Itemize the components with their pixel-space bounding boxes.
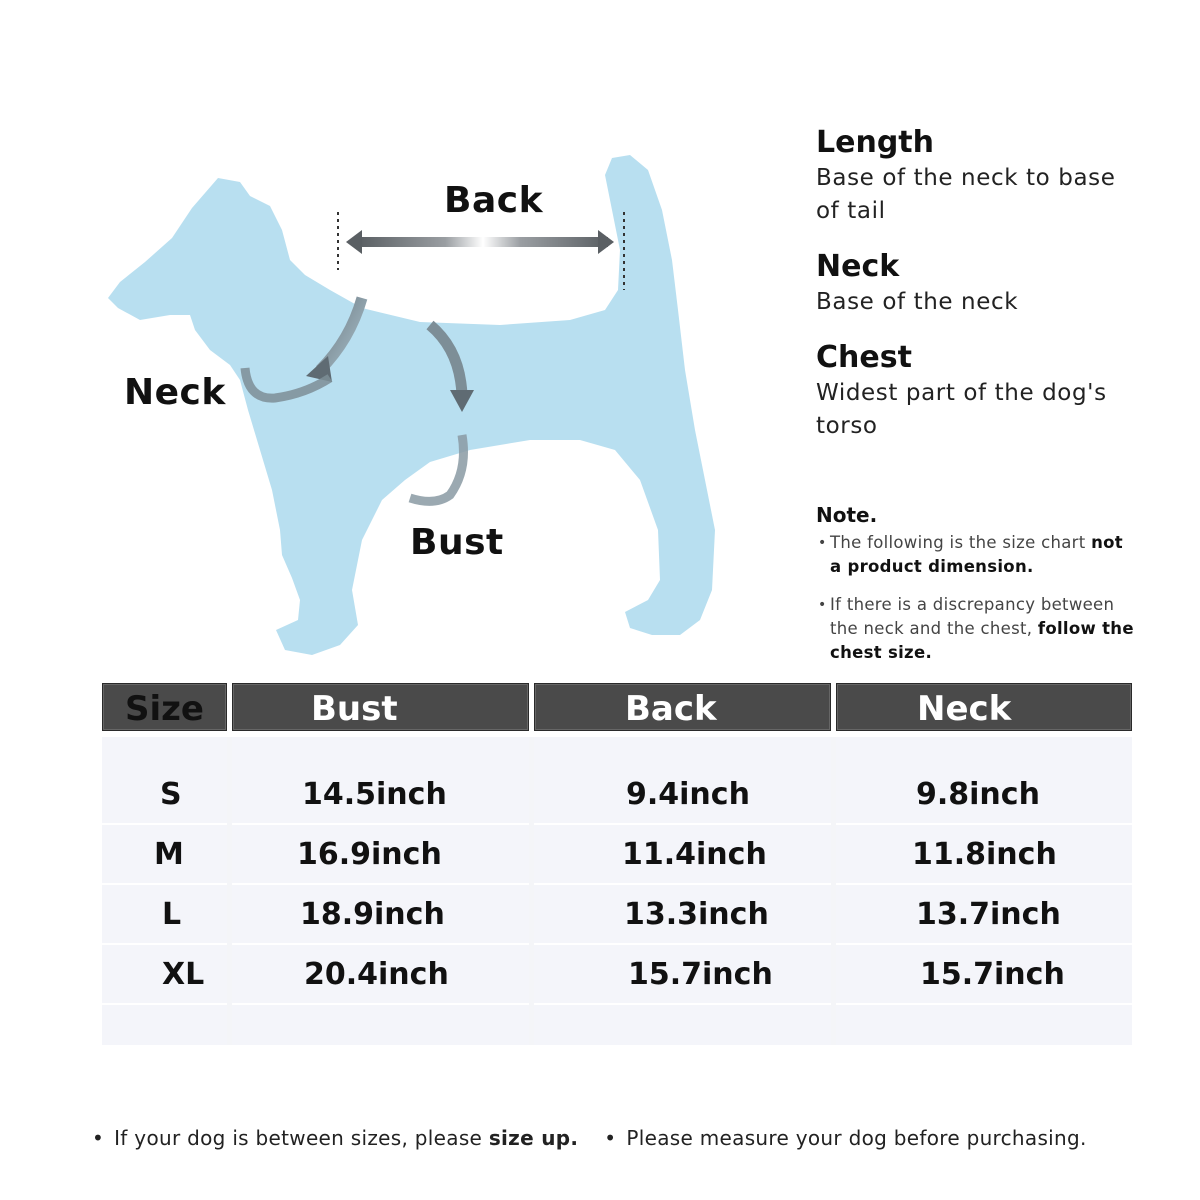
legend-def-neck: Base of the neck xyxy=(816,289,1019,315)
footer-tip-measure: • Please measure your dog before purchasing. xyxy=(604,1126,1087,1150)
table-cell: XL xyxy=(102,945,227,1005)
footer-tip-size-up: • If your dog is between sizes, please size up. xyxy=(92,1126,579,1150)
table-cell: 11.8inch xyxy=(836,825,1132,885)
table-cell: 20.4inch xyxy=(232,945,529,1005)
table-cell: 9.4inch xyxy=(534,765,831,825)
table-cell: 13.3inch xyxy=(534,885,831,945)
back-double-arrow-icon xyxy=(346,230,614,254)
table-body xyxy=(102,737,1132,1045)
legend-term-chest: Chest xyxy=(816,340,912,375)
legend-term-neck: Neck xyxy=(816,249,900,284)
table-cell: 18.9inch xyxy=(232,885,529,945)
neck-label: Neck xyxy=(124,372,226,413)
bust-column xyxy=(232,737,529,1045)
table-cell: 11.4inch xyxy=(534,825,831,885)
note-bold-text: follow the chest size. xyxy=(830,619,1134,662)
table-cell: L xyxy=(102,885,227,945)
note-text: The following is the size chart xyxy=(830,533,1092,552)
note-item xyxy=(816,531,1136,579)
table-cell: 13.7inch xyxy=(836,885,1132,945)
footer-tips xyxy=(92,1126,1132,1150)
legend-term-length: Length xyxy=(816,125,934,160)
back-label: Back xyxy=(444,180,544,221)
legend-def-chest: Widest part of the dog's torso xyxy=(816,380,1107,439)
note-text: If there is a discrepancy between the neck and the chest, xyxy=(830,595,1115,638)
footer-tip-bold: size up. xyxy=(488,1126,579,1150)
neck-column xyxy=(836,737,1132,1045)
table-cell: S xyxy=(102,765,227,825)
legend-def-length: Base of the neck to base of tail xyxy=(816,165,1116,224)
footer-tip-text: If your dog is between sizes, please xyxy=(114,1126,489,1150)
size-column xyxy=(102,737,227,1045)
measurement-legend xyxy=(816,124,1146,463)
footer-tip-text: Please measure your dog before purchasing. xyxy=(626,1126,1087,1150)
bust-label: Bust xyxy=(410,522,504,563)
table-cell: 14.5inch xyxy=(232,765,529,825)
note-item xyxy=(816,593,1136,665)
note-title: Note. xyxy=(816,503,878,527)
header-size: Size xyxy=(102,683,227,731)
table-cell: 15.7inch xyxy=(534,945,831,1005)
size-chart-table xyxy=(102,683,1132,1045)
table-header xyxy=(102,683,1132,733)
note-bold-text: not a product dimension. xyxy=(830,533,1123,576)
header-bust: Bust xyxy=(232,683,529,731)
table-cell: 16.9inch xyxy=(232,825,529,885)
table-cell: M xyxy=(102,825,227,885)
table-cell: 9.8inch xyxy=(836,765,1132,825)
header-neck: Neck xyxy=(836,683,1132,731)
table-cell: 15.7inch xyxy=(836,945,1132,1005)
header-back: Back xyxy=(534,683,831,731)
back-column xyxy=(534,737,831,1045)
note-box xyxy=(816,503,1136,679)
